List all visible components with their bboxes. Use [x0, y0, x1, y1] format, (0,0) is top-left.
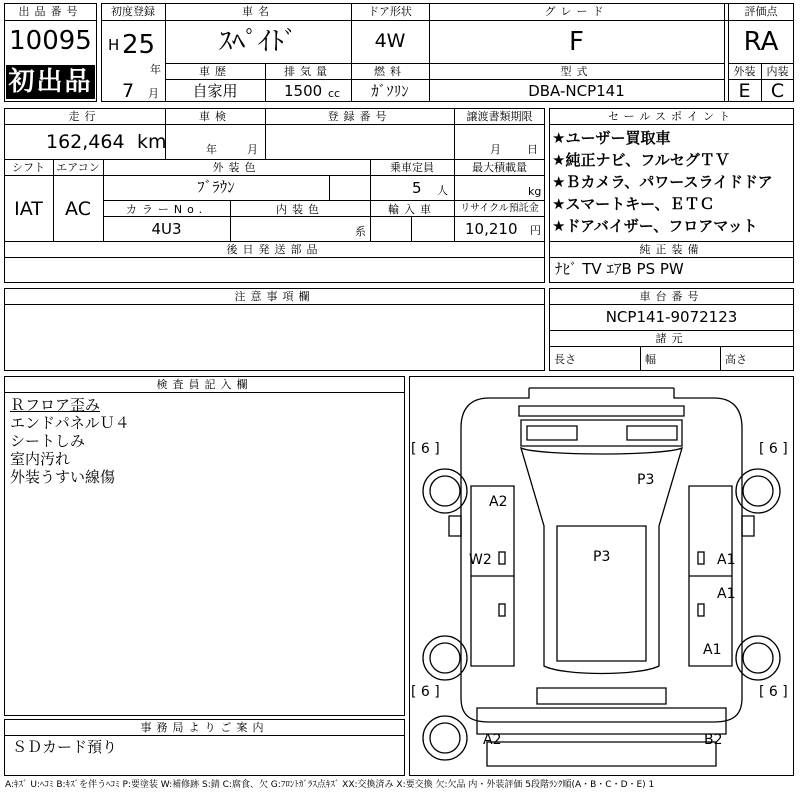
color-no-label: カラーNo. — [125, 203, 208, 216]
mark-door-right-rear: A1 — [717, 586, 736, 602]
car-name: ｽﾍﾟｲﾄﾞ — [218, 27, 297, 57]
interior-color-unit: 系 — [355, 225, 366, 238]
inspector-line: 室内汚れ — [10, 450, 71, 468]
reg-number-label: 登録番号 — [327, 110, 392, 123]
sales-point: ★スマートキー、ＥＴＣ — [552, 195, 715, 213]
mark-door-left: W2 — [469, 552, 492, 568]
sales-point: ★純正ナビ、フルセグＴＶ — [552, 151, 730, 169]
mark-door-right-front: A1 — [717, 552, 736, 568]
genuine-equip: ﾅﾋﾞ TV ｴｱB PS PW — [555, 260, 684, 278]
door-label: ドア形状 — [368, 5, 412, 18]
ac: AC — [65, 198, 91, 220]
grade: F — [569, 27, 584, 57]
displacement-unit: cc — [328, 87, 341, 100]
sales-point: ★ドアバイザー、フロアマット — [552, 217, 758, 235]
car-name-label: 車名 — [242, 5, 274, 18]
exterior-color-label: 外装色 — [212, 161, 261, 174]
model: DBA-NCP141 — [528, 82, 625, 100]
inspection-month-unit: 月 — [247, 143, 258, 156]
exterior-color: ﾌﾞﾗｳﾝ — [197, 178, 235, 196]
reg-year: 25 — [122, 30, 156, 60]
interior-color-label: 内装色 — [276, 203, 324, 216]
reg-month: 7 — [122, 80, 135, 102]
inspection-label: 車検 — [199, 110, 231, 123]
mark-roof: P3 — [637, 472, 655, 488]
interior-grade: C — [770, 80, 785, 102]
lot-number-label: 出品番号 — [18, 5, 83, 18]
recycle-fee: 10,210 — [465, 220, 518, 238]
legend: A:ｷｽﾞ U:ﾍｺﾐ B:ｷｽﾞを伴うﾍｺﾐ P:要塗装 W:補修跡 S:錆 C:腐食、欠 G:ﾌﾛﾝﾄｶﾞﾗｽ点ｷｽﾞ XX:交換済み X:要交換 欠:欠品 内・外装評価 5段階ﾗﾝｸ順(A・B・C・D・E) 1 — [5, 780, 655, 790]
displacement: 1500 — [284, 82, 323, 100]
office-label: 事務局よりご案内 — [140, 721, 269, 734]
sales-point: ★ユーザー買取車 — [552, 129, 671, 147]
shift-label: シフト — [12, 161, 45, 174]
year-unit: 年 — [150, 63, 161, 76]
inspector-notes — [10, 396, 130, 486]
inspection-year-unit: 年 — [206, 143, 217, 156]
inspector-line: Ｒフロア歪み — [10, 396, 101, 414]
mark-bumper-left: A2 — [483, 732, 502, 748]
inspector-label: 検査員記入欄 — [156, 378, 253, 391]
office-text: ＳＤカード預り — [12, 738, 118, 756]
genuine-equip-label: 純正装備 — [639, 243, 704, 256]
mark-fender-right-rear: A1 — [703, 642, 722, 658]
inspector-line: エンドパネルＵ４ — [10, 414, 130, 432]
tire-label-rr: [ 6 ] — [759, 684, 788, 700]
later-parts-label: 後日発送部品 — [226, 243, 323, 256]
max-load-unit: kg — [528, 185, 542, 198]
mileage: 162,464 — [46, 131, 125, 153]
fuel-label: 燃料 — [374, 65, 406, 78]
door-type: 4W — [374, 30, 406, 52]
max-load-label: 最大積載量 — [472, 161, 527, 174]
inspector-line: シートしみ — [10, 432, 86, 450]
spec-label: 諸元 — [655, 332, 688, 345]
exterior-grade: E — [738, 80, 751, 102]
first-listing-badge-text: 初出品 — [8, 67, 93, 97]
displacement-label: 排気量 — [284, 65, 332, 78]
fuel: ｶﾞｿﾘﾝ — [371, 82, 409, 100]
seats: 5 — [412, 179, 422, 197]
notes-label: 注意事項欄 — [234, 290, 315, 303]
first-reg-label: 初度登録 — [111, 5, 155, 18]
height-label: 高さ — [725, 353, 747, 366]
color-no: 4U3 — [151, 220, 182, 238]
width-label: 幅 — [645, 353, 656, 366]
tire-label-fl: [ 6 ] — [411, 441, 440, 457]
transfer-month: 月 — [490, 143, 501, 156]
month-unit: 月 — [148, 87, 159, 100]
shift: IAT — [14, 198, 43, 220]
score-label: 評価点 — [744, 5, 778, 18]
era: H — [108, 36, 120, 54]
transfer-docs-label: 譲渡書類期限 — [466, 110, 533, 123]
recycle-label: リサイクル預託金 — [460, 203, 539, 214]
history: 自家用 — [192, 82, 238, 100]
chassis-number: NCP141-9072123 — [605, 308, 738, 326]
mark-hood-left: A2 — [489, 494, 508, 510]
ac-label: エアコン — [56, 161, 100, 174]
seats-unit: 人 — [437, 184, 448, 197]
mark-interior: P3 — [593, 549, 611, 565]
tire-label-rl: [ 6 ] — [411, 684, 440, 700]
import-label: 輸入車 — [388, 203, 436, 216]
mark-bumper-right: B2 — [704, 732, 723, 748]
grade-label: グレード — [544, 5, 609, 18]
recycle-unit: 円 — [530, 224, 541, 237]
mileage-label: 走行 — [68, 110, 101, 123]
mileage-unit: km — [137, 131, 167, 153]
chassis-label: 車台番号 — [639, 290, 704, 303]
inspector-line: 外装うすい線傷 — [10, 468, 116, 486]
lot-number: 10095 — [9, 26, 92, 56]
seats-label: 乗車定員 — [390, 161, 434, 174]
exterior-label: 外装 — [733, 65, 756, 78]
transfer-day: 日 — [527, 143, 538, 156]
sales-points-label: セールスポイント — [607, 110, 735, 123]
sales-point: ★Ｂカメラ、パワースライドドア — [552, 173, 773, 191]
interior-label: 内装 — [766, 65, 789, 78]
model-label: 型式 — [560, 65, 593, 78]
history-label: 車歴 — [199, 65, 231, 78]
score: RA — [743, 27, 779, 57]
length-label: 長さ — [554, 353, 576, 366]
tire-label-fr: [ 6 ] — [759, 441, 788, 457]
car-diagram — [409, 376, 794, 776]
